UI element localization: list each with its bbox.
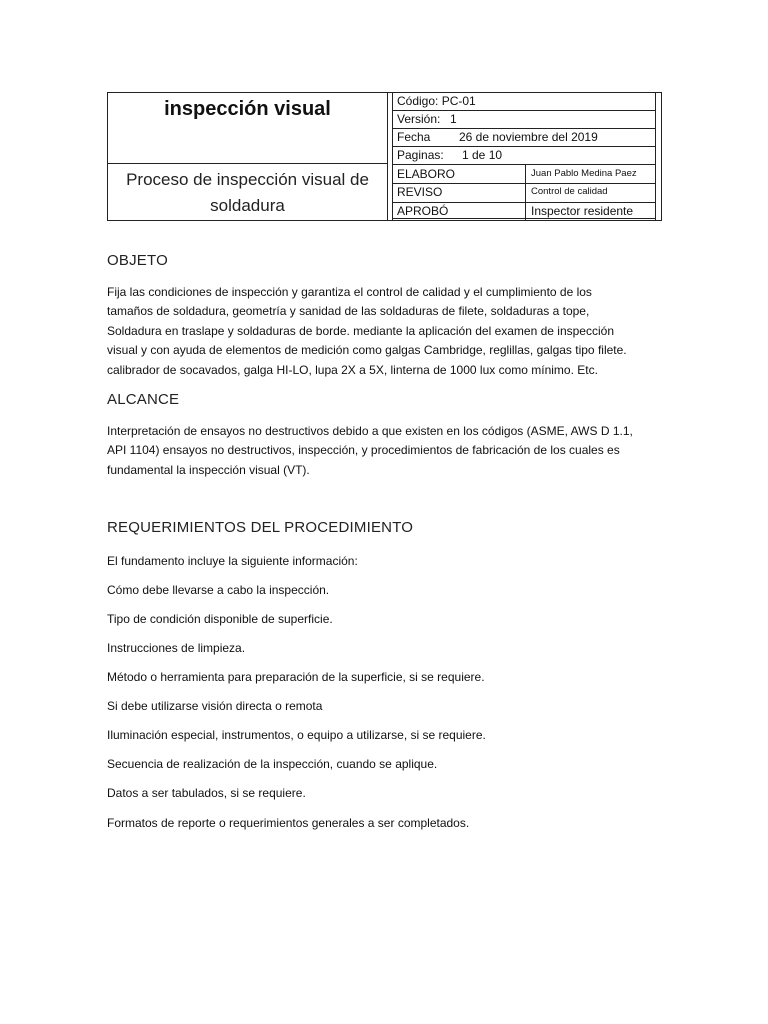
objeto-paragraph xyxy=(107,283,667,380)
fecha-label: Fecha xyxy=(397,130,431,144)
paragraph-line: calibrador de socavados, galga HI-LO, lupa 2X a 5X, linterna de 1000 lux como mínimo. Etc. xyxy=(107,362,598,377)
paragraph-line: fundamental la inspección visual (VT). xyxy=(107,462,310,477)
fecha-value: 26 de noviembre del 2019 xyxy=(459,130,598,144)
version-label: Versión: xyxy=(397,112,441,126)
paragraph-line: Fija las condiciones de inspección y garantiza el control de calidad y el cumplimiento de los xyxy=(107,285,592,299)
list-item: Tipo de condición disponible de superficie. xyxy=(107,612,333,626)
reviso-label: REVISO xyxy=(397,185,443,199)
list-item: Iluminación especial, instrumentos, o equipo a utilizarse, si se requiere. xyxy=(107,728,486,742)
objeto-heading: OBJETO xyxy=(107,252,168,269)
elaboro-value: Juan Pablo Medina Paez xyxy=(531,168,637,179)
codigo-text: Código: PC-01 xyxy=(397,94,476,108)
paragraph-line: API 1104) ensayos no destructivos, inspección, y procedimientos de fabricación de los cuales es xyxy=(107,443,620,458)
paragraph-line: tamaños de soldadura, geometría y sanidad de las soldaduras de filete, soldaduras a tope, xyxy=(107,304,590,319)
paragraph-line: Soldadura en traslape y soldaduras de borde. mediante la aplicación del examen de inspección xyxy=(107,323,614,338)
document-title: inspección visual xyxy=(164,97,331,120)
aprobo-value: Inspector residente xyxy=(531,204,634,218)
header-table xyxy=(107,92,662,221)
list-item: El fundamento incluye la siguiente información: xyxy=(107,554,358,568)
list-item: Cómo debe llevarse a cabo la inspección. xyxy=(107,583,330,597)
document-subtitle: Proceso de inspección visual de soldadura xyxy=(126,170,369,215)
requerimientos-heading: REQUERIMIENTOS DEL PROCEDIMIENTO xyxy=(107,519,414,536)
paginas-value: 1 de 10 xyxy=(462,148,503,162)
list-item: Datos a ser tabulados, si se requiere. xyxy=(107,786,306,800)
paragraph-line: visual y con ayuda de elementos de medición como galgas Cambridge, reglillas, galgas tipo filete. xyxy=(107,343,627,358)
list-item: Si debe utilizarse visión directa o remota xyxy=(107,699,323,713)
paginas-label: Paginas: xyxy=(397,148,444,162)
reviso-value: Control de calidad xyxy=(531,186,608,197)
list-item: Secuencia de realización de la inspección, cuando se aplique. xyxy=(107,757,438,771)
version-value: 1 xyxy=(450,112,457,126)
paragraph-line: Interpretación de ensayos no destructivos debido a que existen en los códigos (ASME, AWS D 1.1, xyxy=(107,424,633,438)
list-item: Instrucciones de limpieza. xyxy=(107,641,246,655)
aprobo-label: APROBÓ xyxy=(397,204,449,218)
alcance-heading: ALCANCE xyxy=(107,391,180,408)
column-divider xyxy=(525,164,526,221)
elaboro-label: ELABORO xyxy=(397,167,456,181)
list-item: Método o herramienta para preparación de la superficie, si se requiere. xyxy=(107,670,485,684)
list-item: Formatos de reporte o requerimientos generales a ser completados. xyxy=(107,816,470,830)
alcance-paragraph xyxy=(107,422,667,480)
